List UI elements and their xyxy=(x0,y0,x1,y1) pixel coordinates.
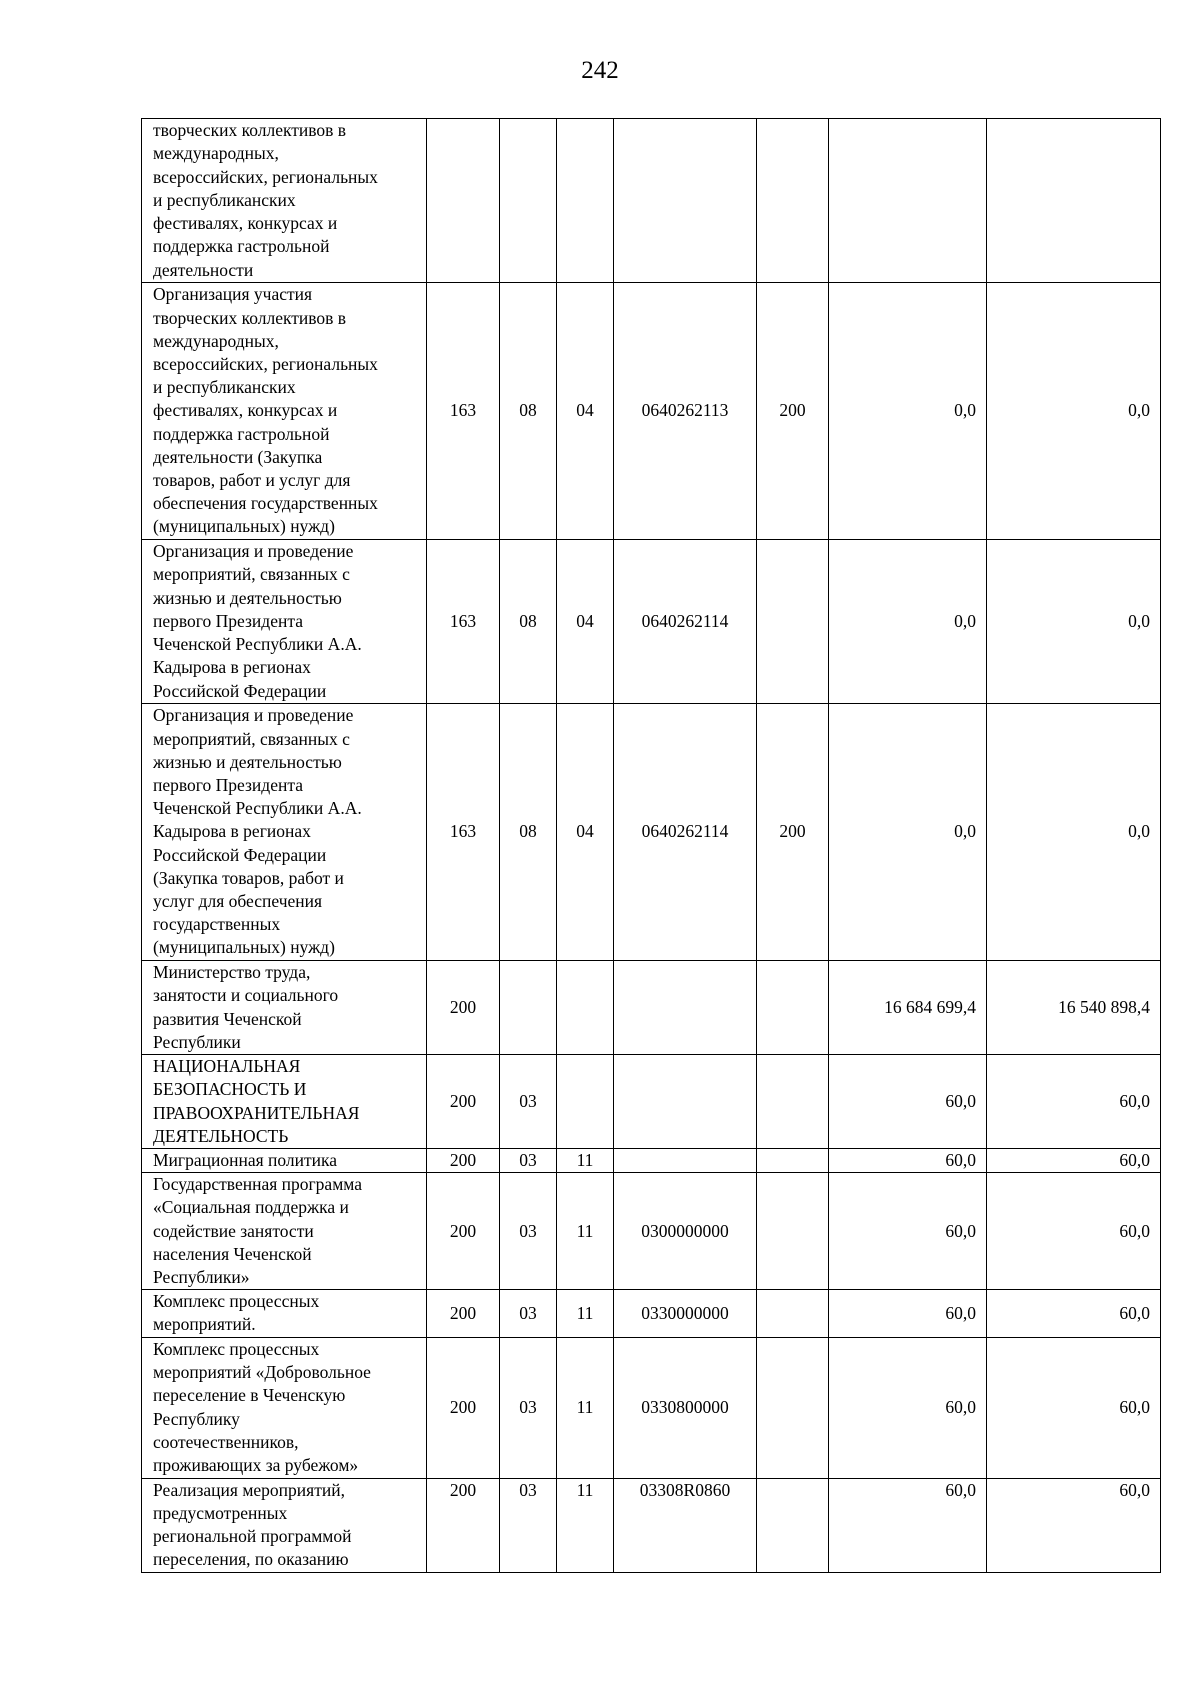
amount-year1-cell: 0,0 xyxy=(829,540,987,704)
target-article-cell xyxy=(614,119,757,283)
amount-year2-cell: 16 540 898,4 xyxy=(987,961,1161,1055)
section-code-cell: 03 xyxy=(500,1055,557,1149)
target-article-cell: 0640262114 xyxy=(614,704,757,961)
section-code-cell xyxy=(500,119,557,283)
expense-type-cell: 200 xyxy=(757,283,829,540)
target-article-cell: 03308R0860 xyxy=(614,1478,757,1572)
section-code-cell: 08 xyxy=(500,540,557,704)
target-article-cell xyxy=(614,961,757,1055)
row-name-cell: Комплекс процессных мероприятий «Добровольное переселение в Чеченскую Республику соотечественников, проживающих за рубежом» xyxy=(142,1337,427,1478)
amount-year2-cell: 60,0 xyxy=(987,1337,1161,1478)
table-row xyxy=(142,1478,1161,1572)
amount-year1-cell: 0,0 xyxy=(829,283,987,540)
ministry-code-cell: 163 xyxy=(427,704,500,961)
amount-year1-cell: 60,0 xyxy=(829,1337,987,1478)
subsection-code-cell xyxy=(557,961,614,1055)
table-row xyxy=(142,1173,1161,1290)
subsection-code-cell xyxy=(557,119,614,283)
expense-type-cell xyxy=(757,119,829,283)
table-row xyxy=(142,1337,1161,1478)
amount-year1-cell: 16 684 699,4 xyxy=(829,961,987,1055)
amount-year1-cell: 60,0 xyxy=(829,1173,987,1290)
expense-type-cell xyxy=(757,1337,829,1478)
target-article-cell: 0330000000 xyxy=(614,1290,757,1337)
row-name-cell: Государственная программа «Социальная поддержка и содействие занятости населения Чеченской Республики» xyxy=(142,1173,427,1290)
amount-year2-cell: 60,0 xyxy=(987,1055,1161,1149)
expense-type-cell: 200 xyxy=(757,704,829,961)
row-name-cell: Организация и проведение мероприятий, связанных с жизнью и деятельностью первого Президента Чеченской Республики А.А. Кадырова в регионах Российской Федерации xyxy=(142,540,427,704)
amount-year1-cell: 60,0 xyxy=(829,1055,987,1149)
table-row xyxy=(142,704,1161,961)
amount-year1-cell: 0,0 xyxy=(829,704,987,961)
amount-year2-cell: 0,0 xyxy=(987,283,1161,540)
subsection-code-cell: 04 xyxy=(557,540,614,704)
table-row xyxy=(142,961,1161,1055)
subsection-code-cell: 11 xyxy=(557,1478,614,1572)
amount-year2-cell xyxy=(987,119,1161,283)
section-code-cell: 08 xyxy=(500,704,557,961)
subsection-code-cell xyxy=(557,1055,614,1149)
target-article-cell: 0640262114 xyxy=(614,540,757,704)
ministry-code-cell: 200 xyxy=(427,1337,500,1478)
subsection-code-cell: 04 xyxy=(557,704,614,961)
budget-table xyxy=(141,118,1161,1573)
row-name-cell: Реализация мероприятий, предусмотренных региональной программой переселения, по оказанию xyxy=(142,1478,427,1572)
target-article-cell: 0330800000 xyxy=(614,1337,757,1478)
row-name-cell: Организация участия творческих коллективов в международных, всероссийских, региональных и республиканских фестивалях, конкурсах и поддержка гастрольной деятельности (Закупка товаров, работ и услуг для обеспечения государственных (муниципальных) нужд) xyxy=(142,283,427,540)
row-name-cell: НАЦИОНАЛЬНАЯ БЕЗОПАСНОСТЬ И ПРАВООХРАНИТЕЛЬНАЯ ДЕЯТЕЛЬНОСТЬ xyxy=(142,1055,427,1149)
expense-type-cell xyxy=(757,1173,829,1290)
target-article-cell xyxy=(614,1055,757,1149)
row-name-cell: Миграционная политика xyxy=(142,1149,427,1173)
subsection-code-cell: 11 xyxy=(557,1337,614,1478)
ministry-code-cell: 200 xyxy=(427,1149,500,1173)
ministry-code-cell: 200 xyxy=(427,961,500,1055)
ministry-code-cell: 200 xyxy=(427,1173,500,1290)
table-row xyxy=(142,119,1161,283)
table-row xyxy=(142,1149,1161,1173)
section-code-cell: 03 xyxy=(500,1149,557,1173)
section-code-cell: 03 xyxy=(500,1173,557,1290)
section-code-cell: 03 xyxy=(500,1337,557,1478)
amount-year2-cell: 60,0 xyxy=(987,1478,1161,1572)
row-name-cell: Организация и проведение мероприятий, связанных с жизнью и деятельностью первого Президента Чеченской Республики А.А. Кадырова в регионах Российской Федерации (Закупка товаров, работ и услуг для обеспечения государственных (муниципальных) нужд) xyxy=(142,704,427,961)
amount-year2-cell: 0,0 xyxy=(987,540,1161,704)
expense-type-cell xyxy=(757,1478,829,1572)
target-article-cell xyxy=(614,1149,757,1173)
amount-year1-cell: 60,0 xyxy=(829,1290,987,1337)
ministry-code-cell: 200 xyxy=(427,1478,500,1572)
section-code-cell: 03 xyxy=(500,1478,557,1572)
expense-type-cell xyxy=(757,961,829,1055)
amount-year2-cell: 0,0 xyxy=(987,704,1161,961)
section-code-cell: 08 xyxy=(500,283,557,540)
row-name-cell: Комплекс процессных мероприятий. xyxy=(142,1290,427,1337)
amount-year2-cell: 60,0 xyxy=(987,1173,1161,1290)
ministry-code-cell: 163 xyxy=(427,283,500,540)
amount-year1-cell xyxy=(829,119,987,283)
amount-year2-cell: 60,0 xyxy=(987,1290,1161,1337)
amount-year1-cell: 60,0 xyxy=(829,1478,987,1572)
table-row xyxy=(142,540,1161,704)
target-article-cell: 0640262113 xyxy=(614,283,757,540)
target-article-cell: 0300000000 xyxy=(614,1173,757,1290)
subsection-code-cell: 11 xyxy=(557,1173,614,1290)
section-code-cell: 03 xyxy=(500,1290,557,1337)
row-name-cell: Министерство труда, занятости и социального развития Чеченской Республики xyxy=(142,961,427,1055)
page-number: 242 xyxy=(581,57,619,84)
amount-year2-cell: 60,0 xyxy=(987,1149,1161,1173)
subsection-code-cell: 11 xyxy=(557,1149,614,1173)
table-row xyxy=(142,283,1161,540)
expense-type-cell xyxy=(757,1290,829,1337)
table-row xyxy=(142,1290,1161,1337)
ministry-code-cell: 200 xyxy=(427,1290,500,1337)
ministry-code-cell xyxy=(427,119,500,283)
subsection-code-cell: 04 xyxy=(557,283,614,540)
subsection-code-cell: 11 xyxy=(557,1290,614,1337)
row-name-cell: творческих коллективов в международных, всероссийских, региональных и республиканских фестивалях, конкурсах и поддержка гастрольной деятельности xyxy=(142,119,427,283)
amount-year1-cell: 60,0 xyxy=(829,1149,987,1173)
ministry-code-cell: 200 xyxy=(427,1055,500,1149)
section-code-cell xyxy=(500,961,557,1055)
expense-type-cell xyxy=(757,1149,829,1173)
ministry-code-cell: 163 xyxy=(427,540,500,704)
table-row xyxy=(142,1055,1161,1149)
expense-type-cell xyxy=(757,540,829,704)
expense-type-cell xyxy=(757,1055,829,1149)
